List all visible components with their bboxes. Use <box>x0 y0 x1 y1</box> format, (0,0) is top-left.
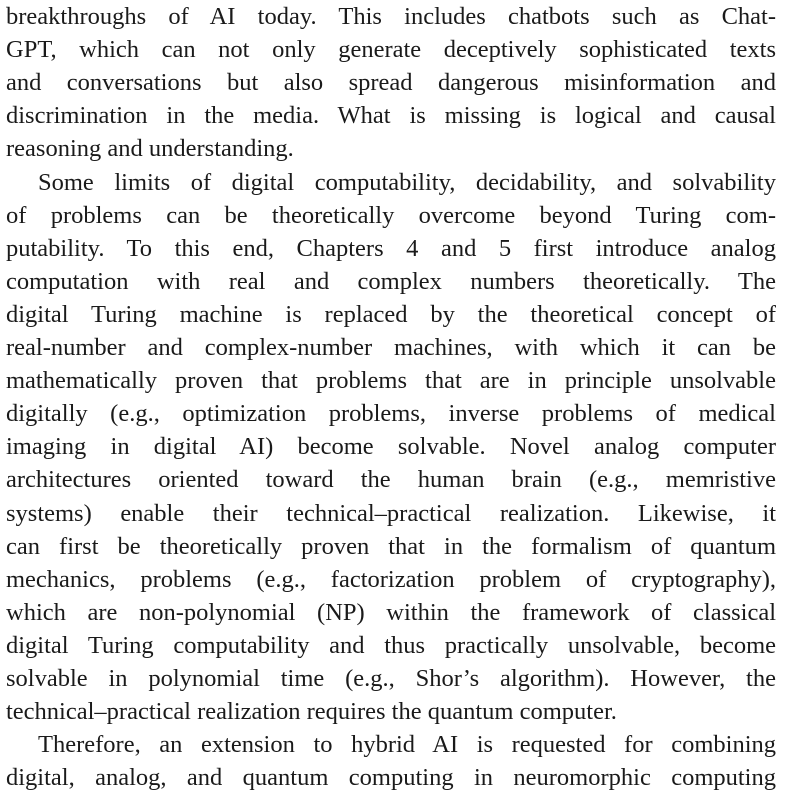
text-line: Some limits of digital computability, decidability, and solvability <box>38 168 776 196</box>
text-line: architectures oriented toward the human brain (e.g., memristive <box>6 466 776 494</box>
text-line: and conversations but also spread dangerous misinformation and <box>6 69 776 97</box>
text-line: digitally (e.g., optimization problems, inverse problems of medical <box>6 400 776 428</box>
text-line: digital Turing machine is replaced by the theoretical concept of <box>6 300 776 328</box>
text-line: imaging in digital AI) become solvable. Novel analog computer <box>6 433 776 461</box>
text-line: computation with real and complex numbers theoretically. The <box>6 267 776 295</box>
text-line: putability. To this end, Chapters 4 and 5 first introduce analog <box>6 234 776 262</box>
text-line: discrimination in the media. What is missing is logical and causal <box>6 102 776 130</box>
text-line: real-number and complex-number machines, with which it can be <box>6 334 776 361</box>
text-line: mechanics, problems (e.g., factorization problem of cryptography), <box>6 565 776 593</box>
text-line: systems) enable their technical–practical realization. Likewise, it <box>6 499 776 527</box>
text-line: can first be theoretically proven that in the formalism of quantum <box>6 532 776 560</box>
text-line: GPT, which can not only generate deceptively sophisticated texts <box>6 36 776 64</box>
text-line: breakthroughs of AI today. This includes chatbots such as Chat- <box>6 3 776 30</box>
text-line: which are non-polynomial (NP) within the framework of classical <box>6 598 776 626</box>
text-line: digital Turing computability and thus practically unsolvable, become <box>6 631 776 659</box>
text-line: reasoning and understanding. <box>6 135 294 163</box>
text-line: solvable in polynomial time (e.g., Shor’s algorithm). However, the <box>6 665 776 692</box>
text-line: digital, analog, and quantum computing in neuromorphic computing <box>6 764 776 792</box>
text-line: of problems can be theoretically overcome beyond Turing com- <box>6 201 776 229</box>
text-line: technical–practical realization requires the quantum computer. <box>6 698 617 726</box>
text-line: mathematically proven that problems that are in principle unsolvable <box>6 367 776 395</box>
text-line: Therefore, an extension to hybrid AI is requested for combining <box>38 731 776 759</box>
